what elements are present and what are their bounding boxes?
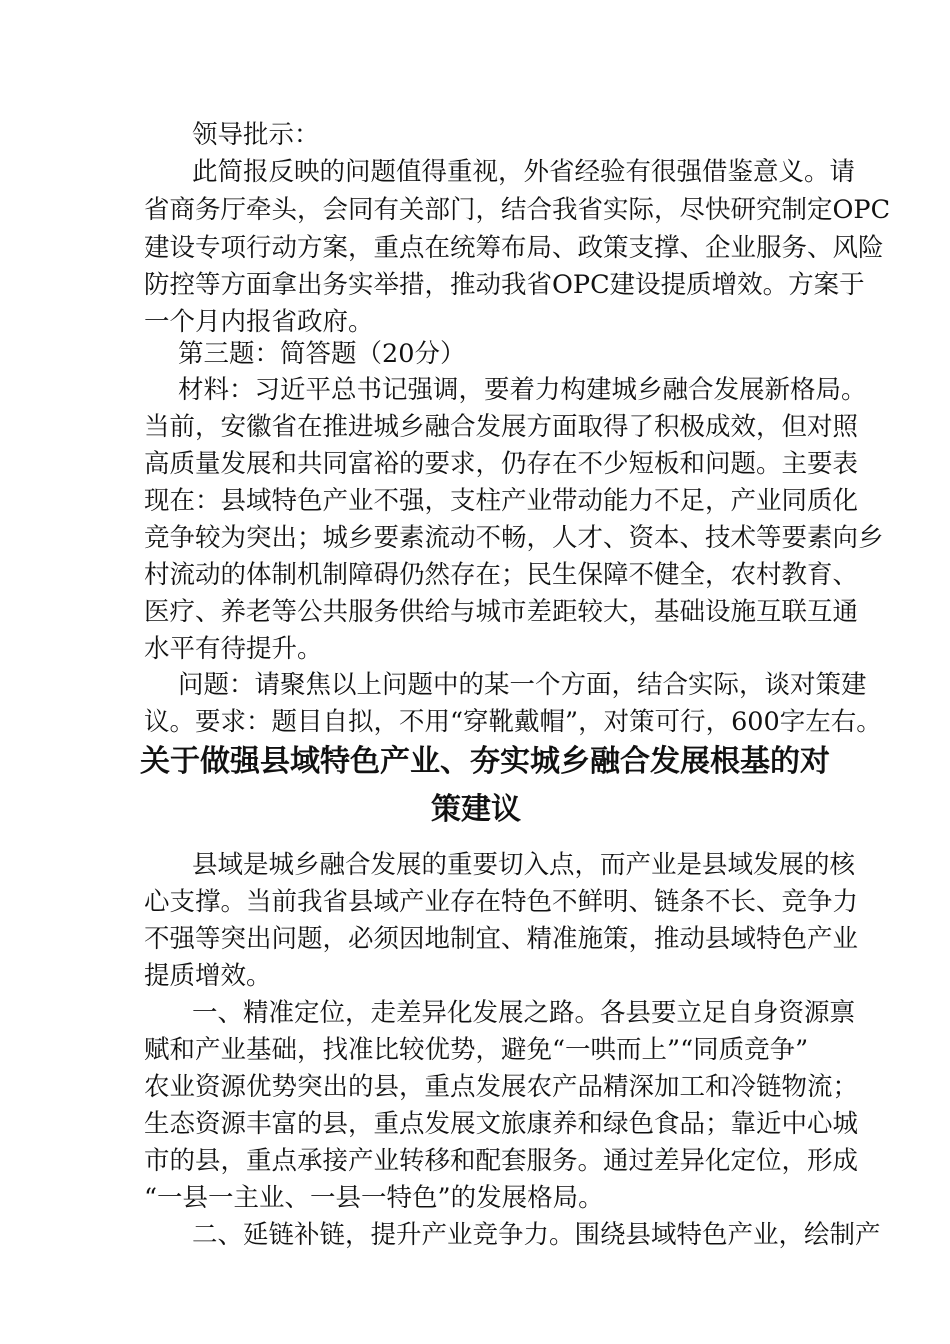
question-heading: 第三题：简答题（20分） bbox=[178, 339, 466, 369]
essay-title-line-2: 策建议 bbox=[431, 792, 521, 827]
point1-line-5: 市的县，重点承接产业转移和配套服务。通过差异化定位，形成 bbox=[144, 1146, 859, 1176]
point1-line-2: 赋和产业基础，找准比较优势，避免“一哄而上”“同质竞争” bbox=[144, 1035, 809, 1065]
material-line-6: 村流动的体制机制障碍仍然存在；民生保障不健全，农村教育、 bbox=[144, 560, 859, 590]
instruction-line-1: 此简报反映的问题值得重视，外省经验有很强借鉴意义。请 bbox=[192, 157, 856, 187]
instruction-line-3: 建设专项行动方案，重点在统筹布局、政策支撑、企业服务、风险 bbox=[144, 233, 884, 263]
intro-line-3: 不强等突出问题，必须因地制宜、精准施策，推动县域特色产业 bbox=[144, 924, 859, 954]
essay-title-line-1: 关于做强县域特色产业、夯实城乡融合发展根基的对 bbox=[140, 744, 830, 779]
instruction-line-2: 省商务厅牵头，会同有关部门，结合我省实际，尽快研究制定OPC bbox=[144, 195, 891, 225]
point1-line-6: “一县一主业、一县一特色”的发展格局。 bbox=[144, 1183, 604, 1213]
material-line-8: 水平有待提升。 bbox=[144, 634, 323, 664]
material-line-7: 医疗、养老等公共服务供给与城市差距较大，基础设施互联互通 bbox=[144, 597, 859, 627]
material-line-5: 竞争较为突出；城乡要素流动不畅，人才、资本、技术等要素向乡 bbox=[144, 523, 884, 553]
point1-line-4: 生态资源丰富的县，重点发展文旅康养和绿色食品；靠近中心城 bbox=[144, 1109, 859, 1139]
material-line-1: 材料：习近平总书记强调，要着力构建城乡融合发展新格局。 bbox=[178, 375, 867, 405]
instruction-heading: 领导批示： bbox=[192, 120, 320, 150]
material-line-3: 高质量发展和共同富裕的要求，仍存在不少短板和问题。主要表 bbox=[144, 449, 859, 479]
intro-line-2: 心支撑。当前我省县域产业存在特色不鲜明、链条不长、竞争力 bbox=[144, 887, 859, 917]
point1-line-1: 一、精准定位，走差异化发展之路。各县要立足自身资源禀 bbox=[192, 998, 856, 1028]
intro-line-1: 县域是城乡融合发展的重要切入点，而产业是县域发展的核 bbox=[192, 850, 856, 880]
point1-line-3: 农业资源优势突出的县，重点发展农产品精深加工和冷链物流； bbox=[144, 1072, 859, 1102]
point2-line-1: 二、延链补链，提升产业竞争力。围绕县域特色产业，绘制产 bbox=[192, 1220, 881, 1250]
material-line-4: 现在：县域特色产业不强，支柱产业带动能力不足，产业同质化 bbox=[144, 486, 859, 516]
material-line-2: 当前，安徽省在推进城乡融合发展方面取得了积极成效，但对照 bbox=[144, 412, 859, 442]
ask-line-1: 问题：请聚焦以上问题中的某一个方面，结合实际，谈对策建 bbox=[178, 670, 867, 700]
instruction-line-4: 防控等方面拿出务实举措，推动我省OPC建设提质增效。方案于 bbox=[144, 270, 865, 300]
ask-line-2: 议。要求：题目自拟，不用“穿靴戴帽”，对策可行，600字左右。 bbox=[144, 707, 882, 737]
instruction-line-5: 一个月内报省政府。 bbox=[144, 307, 374, 337]
intro-line-4: 提质增效。 bbox=[144, 961, 272, 991]
